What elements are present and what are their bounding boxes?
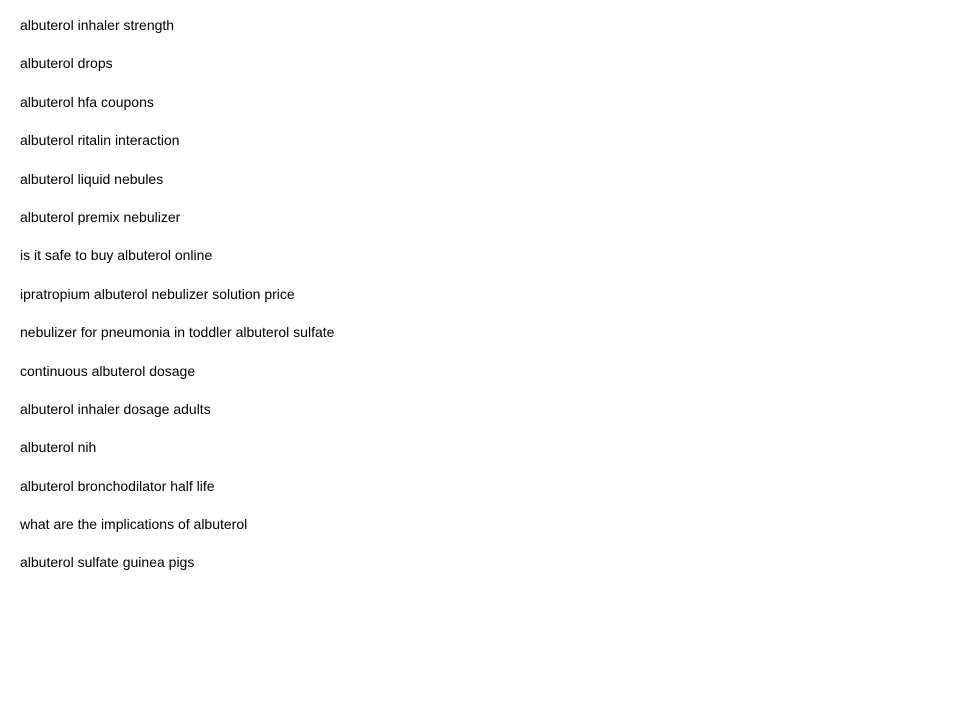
list-item: albuterol drops (20, 55, 113, 72)
list-item: albuterol hfa coupons (20, 93, 154, 110)
text-list (20, 16, 334, 592)
list-item: albuterol inhaler dosage adults (20, 400, 211, 417)
list-item: albuterol sulfate guinea pigs (20, 554, 195, 571)
list-item: albuterol inhaler strength (20, 17, 175, 33)
list-item: albuterol nih (20, 439, 97, 456)
list-item: nebulizer for pneumonia in toddler albuterol sulfate (20, 324, 335, 341)
list-item: albuterol ritalin interaction (20, 132, 180, 149)
list-item: is it safe to buy albuterol online (20, 247, 213, 264)
list-item: albuterol liquid nebules (20, 170, 164, 187)
list-item: what are the implications of albuterol (20, 516, 248, 533)
list-item: albuterol bronchodilator half life (20, 477, 215, 494)
list-item: ipratropium albuterol nebulizer solution price (20, 285, 295, 302)
list-item: continuous albuterol dosage (20, 362, 196, 379)
list-item: albuterol premix nebulizer (20, 208, 181, 225)
